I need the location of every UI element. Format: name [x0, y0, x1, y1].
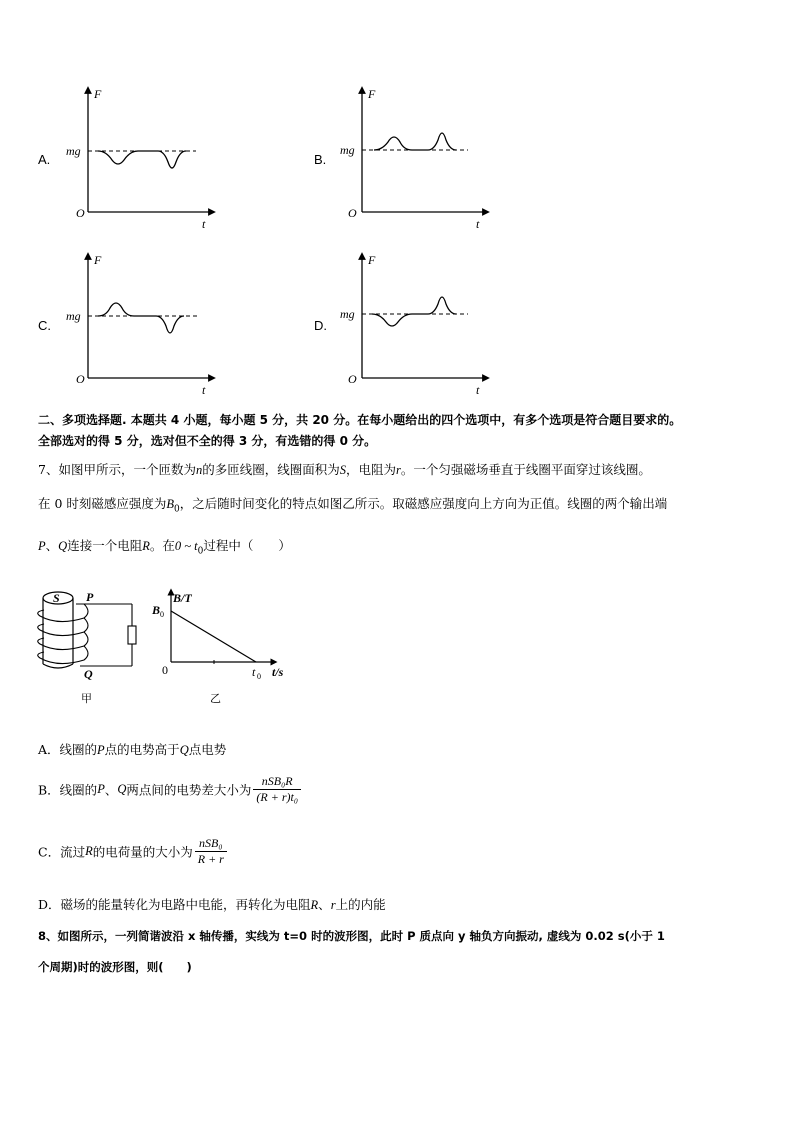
q7-option-c: [38, 836, 227, 867]
opt-text: 、: [318, 897, 331, 912]
force-curve: [372, 297, 456, 326]
q7-text: ，之后随时间变化的特点如图乙所示。取磁感应强度向上方向为正值。线圈的两个输出端: [179, 496, 668, 511]
t0-sub: 0: [257, 672, 261, 681]
figure-jia-coil: [36, 584, 146, 706]
q7-line2: [38, 494, 667, 515]
opt-text: A．线圈的: [38, 742, 98, 757]
q7-text: 。一个匀强磁场垂直于线圈平面穿过该线圈。: [400, 462, 651, 477]
var-s: S: [339, 463, 346, 477]
fraction-numerator: nSB₀R: [253, 774, 301, 790]
origin-label: O: [348, 206, 357, 220]
var-p: P: [38, 539, 46, 553]
caption-yi: 乙: [210, 692, 221, 705]
q7-line1: [38, 460, 651, 478]
option-c-letter: C.: [38, 318, 51, 333]
fraction-numerator: nSB₀: [195, 836, 227, 852]
q7-option-d: [38, 895, 386, 913]
q7-option-b: [38, 774, 301, 805]
graph-option-d: [336, 248, 506, 398]
q7-text: 、: [45, 538, 59, 553]
q7-text: 过程中（ ）: [203, 538, 291, 553]
figure-yi-bt-graph: [150, 584, 300, 706]
q7-option-a: [38, 740, 226, 758]
graph-option-a: [60, 82, 230, 232]
t-label: t: [202, 383, 206, 397]
opt-text: 两点间的电势差大小为: [126, 782, 252, 798]
fraction-denominator: R + r: [197, 852, 224, 866]
force-curve: [98, 303, 184, 333]
force-curve: [98, 151, 186, 168]
q8-line1: 8、如图所示，一列简谐波沿 x 轴传播，实线为 t=0 时的波形图，此时 P 质点向 y 轴负方向振动, 虚线为 0.02 s(小于 1: [38, 929, 665, 943]
fraction-b: [253, 774, 301, 805]
b-decay-line: [171, 611, 256, 662]
q7-text: 。在: [149, 538, 175, 553]
f-label: F: [94, 253, 102, 267]
var-p: P: [97, 743, 105, 757]
caption-jia: 甲: [81, 692, 92, 705]
time-range: 0 ~ t: [174, 539, 198, 553]
q8-line2: 个周期)时的波形图，则( ): [38, 960, 192, 974]
option-d-letter: D.: [314, 318, 327, 333]
opt-text: B．线圈的: [38, 782, 98, 798]
option-a-letter: A.: [38, 152, 51, 167]
var-r-upper: R: [85, 844, 93, 858]
mg-label: mg: [340, 143, 355, 157]
f-label: F: [368, 87, 376, 101]
ylabel: B/T: [173, 591, 192, 605]
mg-label: mg: [340, 307, 355, 321]
opt-text: 上的内能: [335, 897, 386, 912]
var-r-upper: R: [310, 898, 319, 912]
label-q: Q: [84, 667, 93, 681]
subscript: 0: [197, 546, 204, 557]
b0-sub: 0: [160, 610, 164, 619]
section2-line1: 二、多项选择题. 本题共 4 小题，每小题 5 分，共 20 分。在每小题给出的四个选项中，有多个选项是符合题目要求的。: [38, 413, 682, 427]
q7-line3: [38, 536, 291, 557]
t-label: t: [202, 217, 206, 231]
opt-text: 的电荷量的大小为: [92, 844, 193, 860]
origin-label: 0: [162, 663, 168, 677]
var-q: Q: [179, 743, 189, 757]
q7-text: 7、如图甲所示，一个匝数为: [38, 462, 196, 477]
origin-label: O: [76, 206, 85, 220]
fraction-c: [195, 836, 227, 867]
fraction-denominator: (R + r)t₀: [256, 790, 298, 804]
var-r: r: [330, 898, 336, 912]
opt-text: 、: [104, 782, 118, 798]
resistor: [128, 626, 136, 644]
f-label: F: [94, 87, 102, 101]
origin-label: O: [348, 372, 357, 386]
f-label: F: [368, 253, 376, 267]
opt-text: 点的电势高于: [104, 742, 180, 757]
t0-label: t: [252, 665, 256, 679]
var-q: Q: [58, 539, 68, 553]
q7-text: 的多匝线圈，线圈面积为: [202, 462, 340, 477]
xlabel: t/s: [272, 665, 284, 679]
graph-option-b: [336, 82, 506, 232]
t-label: t: [476, 383, 480, 397]
label-p: P: [86, 590, 94, 604]
subscript: 0: [174, 504, 180, 515]
q7-text: ，电阻为: [345, 462, 396, 477]
q7-text: 在 0 时刻磁感应强度为: [38, 496, 167, 511]
section2-line2: 全部选对的得 5 分，选对但不全的得 3 分，有选错的得 0 分。: [38, 434, 377, 448]
b0-label: B: [152, 603, 161, 617]
q7-text: 连接一个电阻: [67, 538, 143, 553]
opt-text: 点电势: [188, 742, 227, 757]
origin-label: O: [76, 372, 85, 386]
var-p: P: [97, 782, 105, 796]
force-curve: [374, 133, 456, 150]
var-q: Q: [117, 782, 127, 796]
opt-text: D．磁场的能量转化为电路中电能，再转化为电阻: [38, 897, 311, 912]
var-b0: B: [166, 497, 175, 511]
label-s: S: [53, 591, 60, 605]
option-b-letter: B.: [314, 152, 327, 167]
t-label: t: [476, 217, 480, 231]
var-r-upper: R: [142, 539, 150, 553]
opt-text: C．流过: [38, 844, 86, 860]
var-n: n: [195, 463, 203, 477]
var-r: r: [396, 463, 401, 477]
mg-label: mg: [66, 144, 81, 158]
graph-option-c: [60, 248, 230, 398]
mg-label: mg: [66, 309, 81, 323]
